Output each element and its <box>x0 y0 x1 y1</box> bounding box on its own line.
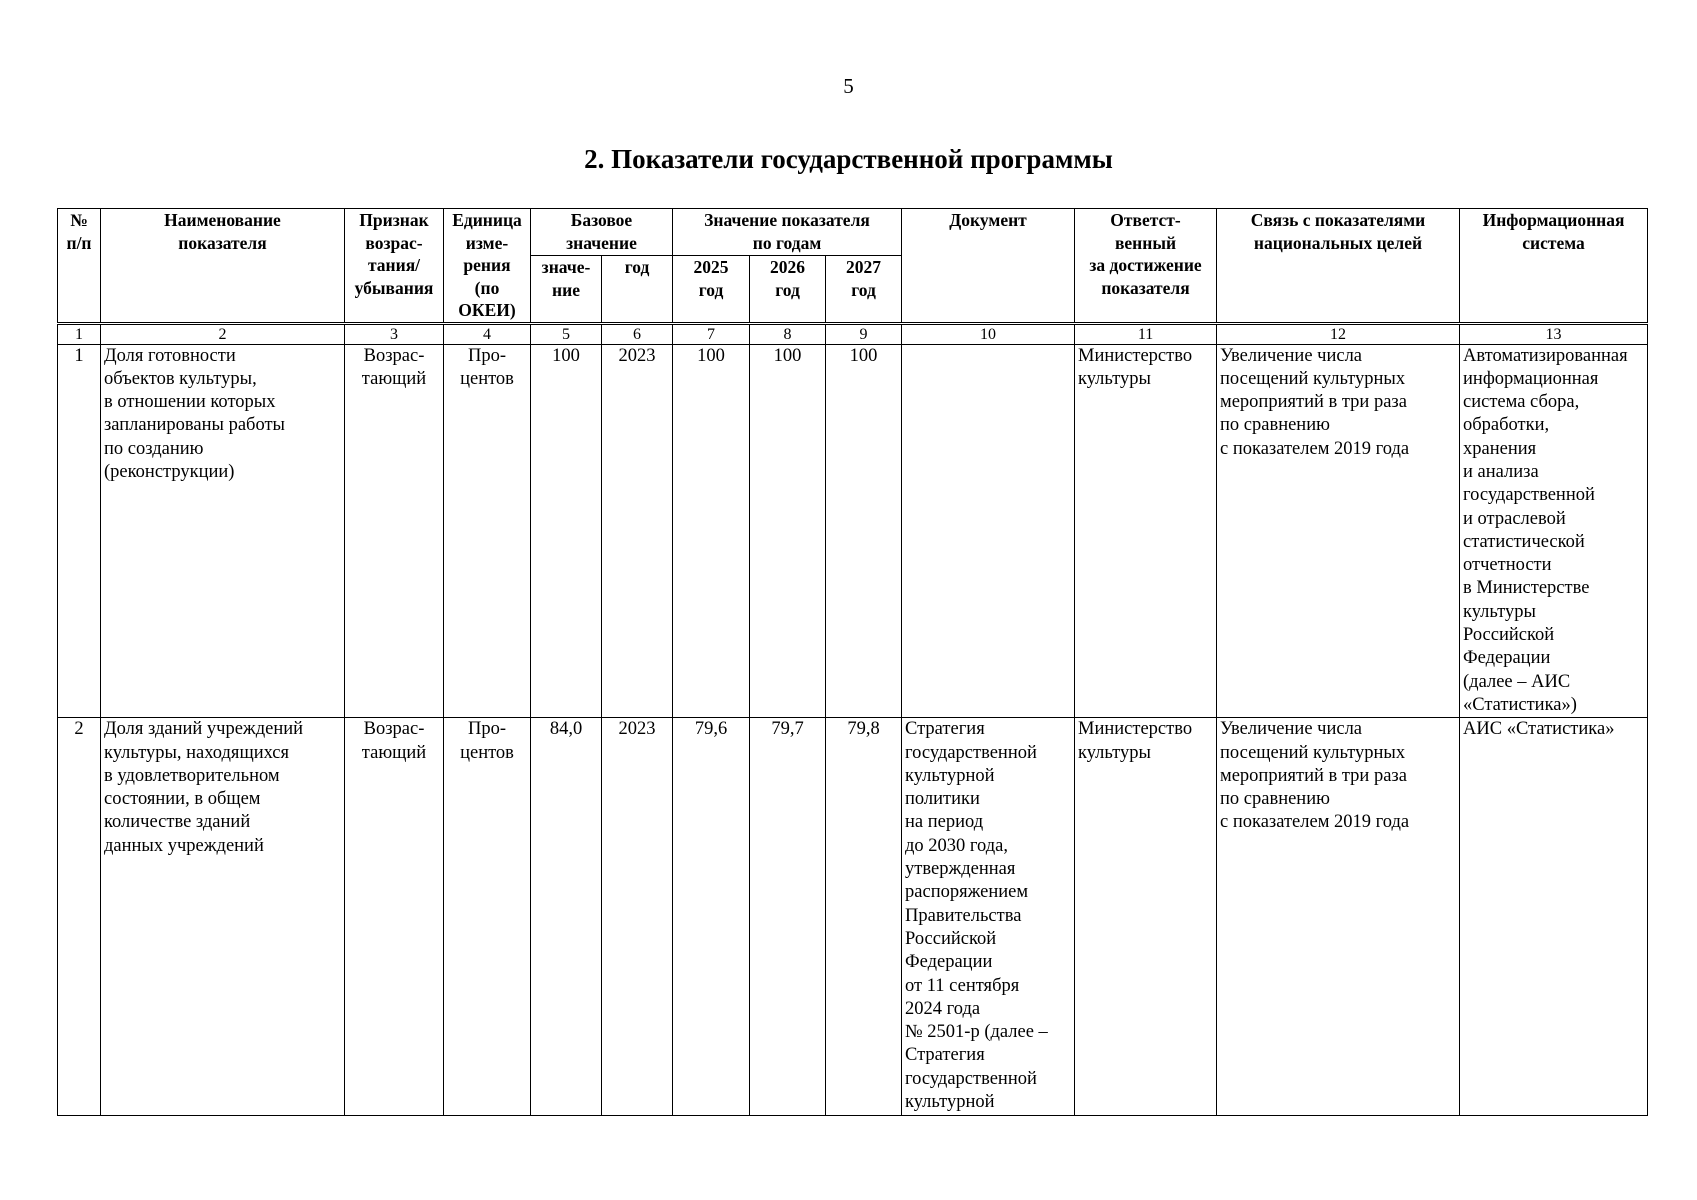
text-line: данных учреждений <box>104 835 264 856</box>
column-number: 5 <box>531 323 602 344</box>
text-line: рения <box>463 255 511 275</box>
text-line: посещений культурных <box>1220 368 1406 389</box>
text-line: убывания <box>354 277 434 298</box>
text-line: система сбора, <box>1463 392 1580 413</box>
text-line: ние <box>552 279 580 300</box>
value-2025: 100 <box>673 344 750 718</box>
text-line: год <box>851 279 876 300</box>
column-number: 11 <box>1075 323 1217 344</box>
text-line: № <box>70 210 88 230</box>
text-line: распоряжением <box>905 882 1029 903</box>
growth-sign <box>345 718 444 1116</box>
value-2026: 79,7 <box>750 718 826 1116</box>
text-line: 2024 года <box>905 998 981 1019</box>
text-line: Автоматизированная <box>1463 345 1628 366</box>
document <box>902 344 1075 718</box>
text-line: (по <box>474 277 500 298</box>
page-number: 5 <box>843 74 854 98</box>
text-line: АИС «Статистика» <box>1463 719 1615 740</box>
text-line: и анализа <box>1463 461 1539 482</box>
text-line: объектов культуры, <box>104 368 257 389</box>
text-line: государственной <box>905 1068 1037 1089</box>
text-line: система <box>1522 232 1585 253</box>
value-2025: 79,6 <box>673 718 750 1116</box>
column-number: 8 <box>750 323 826 344</box>
header-infosystem <box>1460 209 1648 324</box>
text-line: по годам <box>752 232 822 253</box>
text-line: в Министерстве <box>1463 578 1590 599</box>
text-line: и отраслевой <box>1463 508 1566 529</box>
column-number: 10 <box>902 323 1075 344</box>
text-line: политики <box>905 789 980 810</box>
text-line: Про- <box>467 719 507 740</box>
text-line: количестве зданий <box>104 812 251 833</box>
value-2027: 100 <box>826 344 902 718</box>
text-line: п/п <box>66 232 92 253</box>
text-line: Информационная <box>1482 210 1625 230</box>
value-2026: 100 <box>750 344 826 718</box>
text-line: 2025 <box>693 257 729 278</box>
header-base-year <box>602 256 673 323</box>
header-name <box>101 209 345 324</box>
row-num: 1 <box>58 344 101 718</box>
text-line: тающий <box>361 368 427 389</box>
text-line: Ответст- <box>1110 210 1181 230</box>
column-number: 4 <box>444 323 531 344</box>
information-system <box>1460 344 1648 718</box>
text-line: Признак <box>359 210 429 230</box>
information-system <box>1460 718 1648 1116</box>
text-line: Увеличение числа <box>1220 345 1363 366</box>
text-line: Федерации <box>1463 648 1551 669</box>
base-value: 100 <box>531 344 602 718</box>
text-line: показателя <box>178 232 267 253</box>
text-line: до 2030 года, <box>905 835 1009 856</box>
header-base-value <box>531 256 602 323</box>
header-2027 <box>826 256 902 323</box>
column-number: 3 <box>345 323 444 344</box>
column-number: 6 <box>602 323 673 344</box>
header-sign <box>345 209 444 324</box>
column-number: 12 <box>1217 323 1460 344</box>
text-line: хранения <box>1463 438 1537 459</box>
text-line: 2026 <box>770 257 805 278</box>
text-line: Про- <box>467 345 507 366</box>
text-line: центов <box>460 742 514 763</box>
text-line: мероприятий в три раза <box>1220 765 1407 786</box>
national-goal-link <box>1217 718 1460 1116</box>
text-line: значение <box>566 232 637 253</box>
text-line: (реконструкции) <box>104 461 235 482</box>
text-line: Возрас- <box>363 719 425 740</box>
text-line: Министерство <box>1078 719 1193 740</box>
responsible <box>1075 344 1217 718</box>
text-line: от 11 сентября <box>905 975 1020 996</box>
text-line: в отношении которых <box>104 392 276 413</box>
text-line: № 2501-р (далее – <box>905 1022 1048 1043</box>
page-title: 2. Показатели государственной программы <box>584 144 1113 174</box>
text-line: на период <box>905 812 984 833</box>
header-years-group <box>673 209 902 256</box>
text-line: год <box>698 279 724 300</box>
text-line: Российской <box>1463 625 1555 646</box>
text-line: Возрас- <box>363 345 425 366</box>
text-line: обработки, <box>1463 415 1550 436</box>
text-line: культуры <box>1078 742 1151 763</box>
text-line: Министерство <box>1078 345 1193 366</box>
header-document <box>902 209 1075 324</box>
text-line: утвержденная <box>905 859 1016 880</box>
text-line: культуры <box>1463 601 1536 622</box>
text-line: центов <box>460 368 514 389</box>
header-responsible <box>1075 209 1217 324</box>
text-line: венный <box>1114 232 1177 253</box>
text-line: Российской <box>905 928 997 949</box>
text-line: Стратегия <box>905 719 985 740</box>
text-line: «Статистика») <box>1463 694 1577 715</box>
text-line: год <box>624 257 650 278</box>
text-line: Правительства <box>905 905 1022 926</box>
base-year: 2023 <box>602 344 673 718</box>
base-year: 2023 <box>602 718 673 1116</box>
text-line: (далее – АИС <box>1463 671 1571 692</box>
text-line: по созданию <box>104 438 204 459</box>
text-line: ОКЕИ) <box>458 300 516 320</box>
table-row <box>58 718 1648 1116</box>
column-number: 2 <box>101 323 345 344</box>
responsible <box>1075 718 1217 1116</box>
text-line: тания/ <box>367 255 421 275</box>
header-link <box>1217 209 1460 324</box>
growth-sign <box>345 344 444 718</box>
column-numbers-row <box>58 323 1648 344</box>
text-line: Документ <box>949 210 1027 230</box>
header-num <box>58 209 101 324</box>
text-line: год <box>775 279 800 300</box>
text-line: Связь с показателями <box>1250 210 1426 230</box>
text-line: Базовое <box>570 210 633 230</box>
column-number: 1 <box>58 323 101 344</box>
text-line: за достижение <box>1089 255 1202 275</box>
column-number: 13 <box>1460 323 1648 344</box>
text-line: отчетности <box>1463 555 1552 576</box>
text-line: запланированы работы <box>104 415 285 436</box>
header-base <box>531 209 673 256</box>
text-line: культурной <box>905 765 995 786</box>
text-line: культуры <box>1078 368 1151 389</box>
text-line: показателя <box>1101 277 1190 298</box>
unit <box>444 718 531 1116</box>
text-line: Федерации <box>905 952 993 973</box>
column-number: 9 <box>826 323 902 344</box>
text-line: в удовлетворительном <box>104 765 280 786</box>
text-line: с показателем 2019 года <box>1220 438 1410 459</box>
text-line: возрас- <box>365 232 423 253</box>
document <box>902 718 1075 1116</box>
text-line: культурной <box>905 1092 995 1112</box>
text-line: значе- <box>541 257 591 278</box>
indicator-name <box>101 344 345 718</box>
text-line: Значение показателя <box>704 210 870 230</box>
text-line: Доля зданий учреждений <box>104 719 304 740</box>
text-line: по сравнению <box>1220 789 1330 810</box>
unit <box>444 344 531 718</box>
text-line: Увеличение числа <box>1220 719 1363 740</box>
text-line: национальных целей <box>1253 232 1423 253</box>
text-line: информационная <box>1463 368 1599 389</box>
text-line: Стратегия <box>905 1045 985 1066</box>
text-line: государственной <box>1463 485 1595 506</box>
national-goal-link <box>1217 344 1460 718</box>
text-line: Наименование <box>164 210 281 230</box>
value-2027: 79,8 <box>826 718 902 1116</box>
text-line: Доля готовности <box>104 345 236 366</box>
text-line: мероприятий в три раза <box>1220 392 1407 413</box>
row-num: 2 <box>58 718 101 1116</box>
base-value: 84,0 <box>531 718 602 1116</box>
text-line: 2027 <box>846 257 881 278</box>
indicators-table <box>57 208 1648 1116</box>
text-line: статистической <box>1463 531 1585 552</box>
text-line: Единица <box>452 210 522 230</box>
table-row <box>58 344 1648 718</box>
column-number: 7 <box>673 323 750 344</box>
text-line: культуры, находящихся <box>104 742 290 763</box>
text-line: по сравнению <box>1220 415 1330 436</box>
text-line: состоянии, в общем <box>104 789 261 810</box>
text-line: государственной <box>905 742 1037 763</box>
header-unit <box>444 209 531 324</box>
text-line: посещений культурных <box>1220 742 1406 763</box>
indicator-name <box>101 718 345 1116</box>
header-2026 <box>750 256 826 323</box>
text-line: с показателем 2019 года <box>1220 812 1410 833</box>
header-2025 <box>673 256 750 323</box>
text-line: изме- <box>465 232 509 253</box>
text-line: тающий <box>361 742 427 763</box>
